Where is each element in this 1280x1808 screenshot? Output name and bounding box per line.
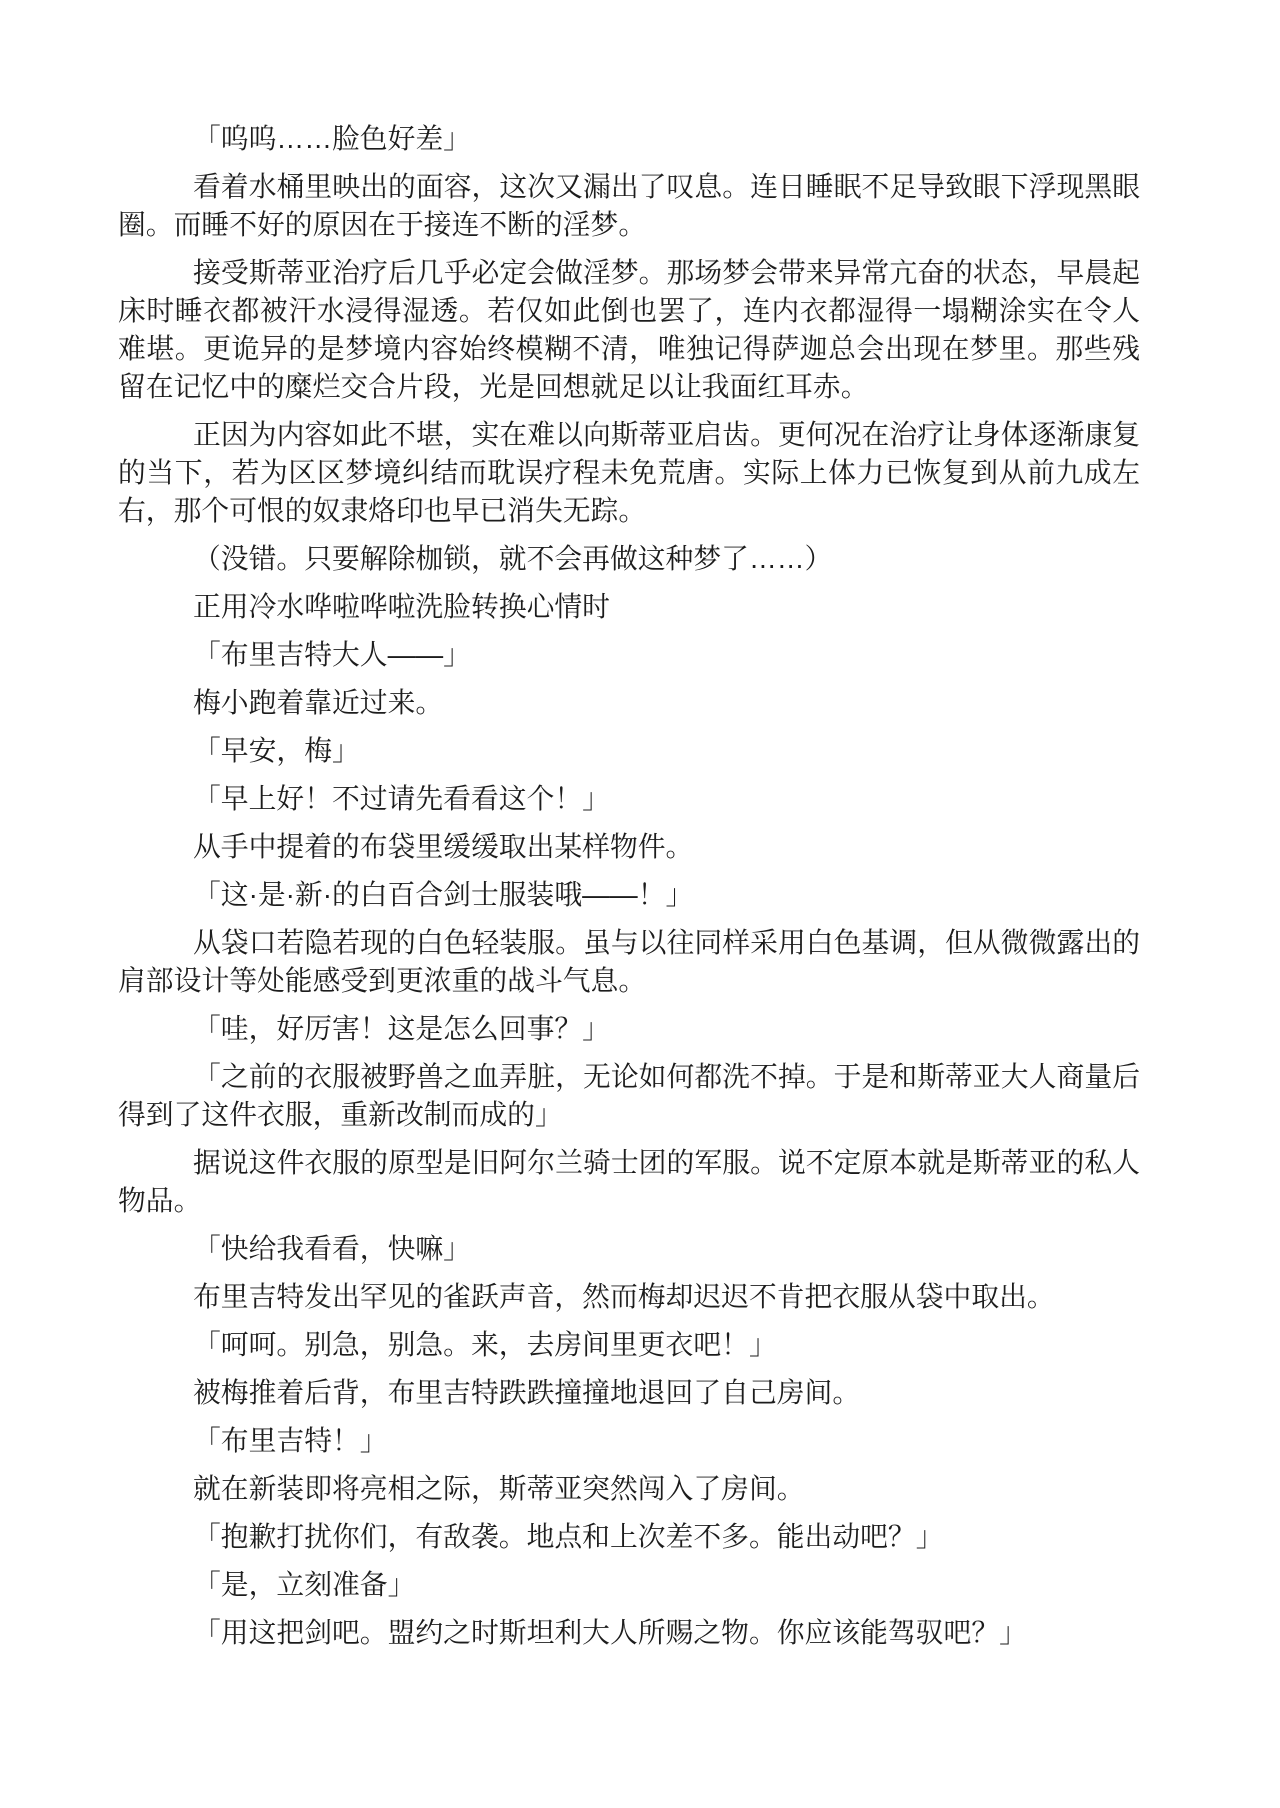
paragraph: 「早上好！不过请先看看这个！」 xyxy=(193,783,610,814)
paragraph: 「之前的衣服被野兽之血弄脏，无论如何都洗不掉。于是和斯蒂亚大人商量后得到了这件衣服，重新改制而成的」 xyxy=(118,1061,1140,1130)
paragraph: 「呜呜……脸色好差」 xyxy=(193,123,471,154)
paragraph: 被梅推着后背，布里吉特跌跌撞撞地退回了自己房间。 xyxy=(193,1377,861,1408)
paragraph: 「这·是·新·的白百合剑士服装哦——！」 xyxy=(193,879,694,910)
text-body xyxy=(118,120,1140,1652)
paragraph: 接受斯蒂亚治疗后几乎必定会做淫梦。那场梦会带来异常亢奋的状态，早晨起床时睡衣都被汗水浸得湿透。若仅如此倒也罢了，连内衣都湿得一塌糊涂实在令人难堪。更诡异的是梦境内容始终模糊不清，唯独记得萨迦总会出现在梦里。那些残留在记忆中的糜烂交合片段，光是回想就足以让我面红耳赤。 xyxy=(118,257,1140,402)
paragraph: 正因为内容如此不堪，实在难以向斯蒂亚启齿。更何况在治疗让身体逐渐康复的当下，若为区区梦境纠结而耽误疗程未免荒唐。实际上体力已恢复到从前九成左右，那个可恨的奴隶烙印也早已消失无踪。 xyxy=(118,419,1140,526)
paragraph: 看着水桶里映出的面容，这次又漏出了叹息。连日睡眠不足导致眼下浮现黑眼圈。而睡不好的原因在于接连不断的淫梦。 xyxy=(118,171,1140,240)
paragraph: 正用冷水哗啦哗啦洗脸转换心情时 xyxy=(193,591,610,622)
paragraph: 「抱歉打扰你们，有敌袭。地点和上次差不多。能出动吧？」 xyxy=(193,1521,944,1552)
paragraph: （没错。只要解除枷锁，就不会再做这种梦了……） xyxy=(193,543,833,574)
paragraph: 「是，立刻准备」 xyxy=(193,1569,416,1600)
paragraph: 布里吉特发出罕见的雀跃声音，然而梅却迟迟不肯把衣服从袋中取出。 xyxy=(193,1281,1055,1312)
paragraph: 「哇，好厉害！这是怎么回事？」 xyxy=(193,1013,610,1044)
paragraph: 「早安，梅」 xyxy=(193,735,360,766)
paragraph: 据说这件衣服的原型是旧阿尔兰骑士团的军服。说不定原本就是斯蒂亚的私人物品。 xyxy=(118,1147,1140,1216)
paragraph: 从袋口若隐若现的白色轻装服。虽与以往同样采用白色基调，但从微微露出的肩部设计等处能感受到更浓重的战斗气息。 xyxy=(118,927,1140,996)
paragraph: 「用这把剑吧。盟约之时斯坦利大人所赐之物。你应该能驾驭吧？」 xyxy=(193,1617,1027,1648)
paragraph: 「布里吉特大人——」 xyxy=(193,639,471,670)
paragraph: 「呵呵。别急，别急。来，去房间里更衣吧！」 xyxy=(193,1329,777,1360)
paragraph: 从手中提着的布袋里缓缓取出某样物件。 xyxy=(193,831,694,862)
paragraph: 「布里吉特！」 xyxy=(193,1425,388,1456)
paragraph: 「快给我看看，快嘛」 xyxy=(193,1233,471,1264)
paragraph: 梅小跑着靠近过来。 xyxy=(193,687,444,718)
paragraph: 就在新装即将亮相之际，斯蒂亚突然闯入了房间。 xyxy=(193,1473,805,1504)
